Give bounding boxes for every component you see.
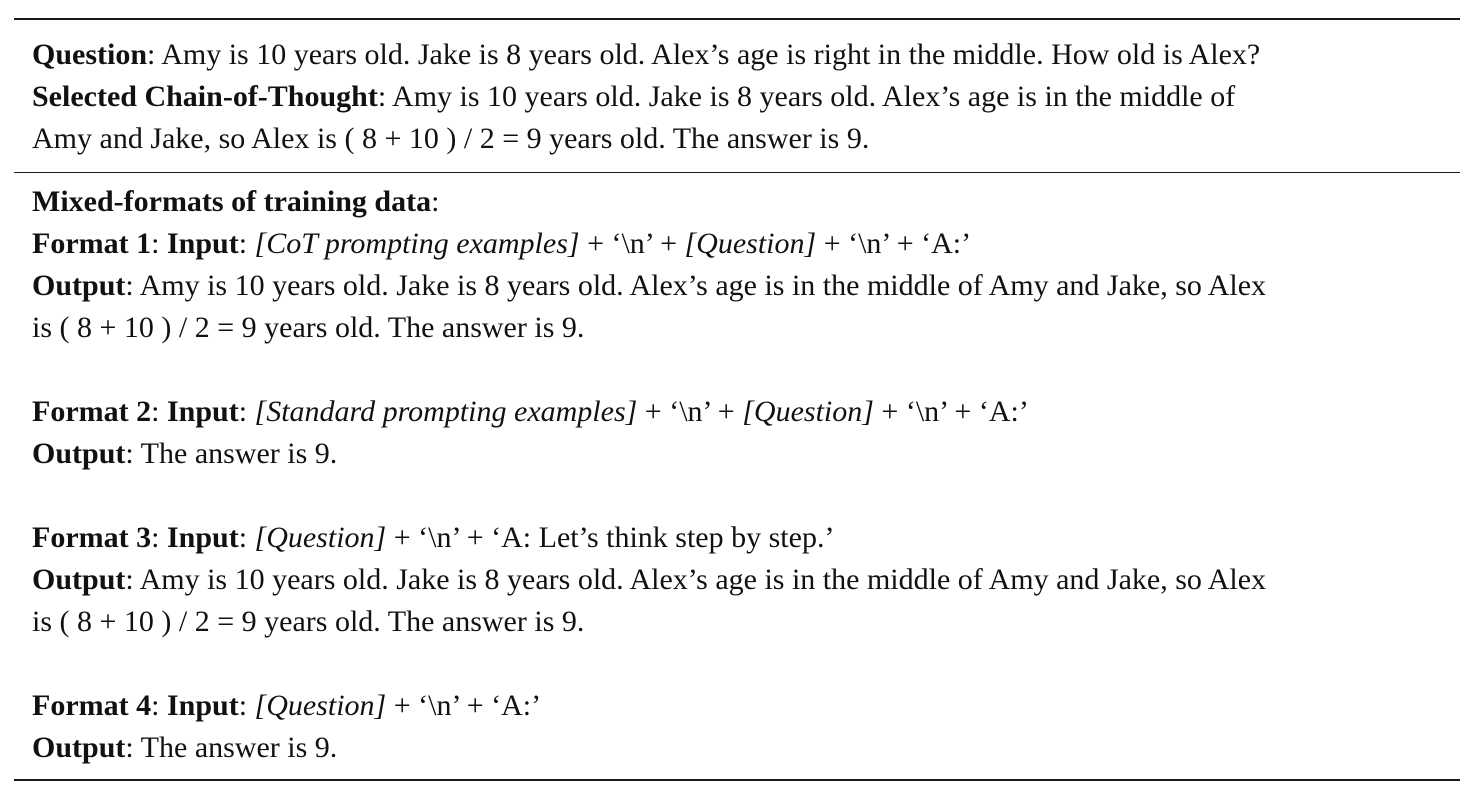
spacer — [32, 643, 1442, 685]
format-3-input-rest: + ‘\n’ + ‘A: Let’s think step by step.’ — [386, 521, 835, 554]
format-4-output-1: Output: The answer is 9. — [32, 731, 338, 764]
format-3-output-2 — [32, 601, 1442, 643]
format-4-label: Format 4 — [32, 689, 152, 722]
formats-section — [14, 173, 1460, 779]
cot-text-2: Amy and Jake, so Alex is ( 8 + 10 ) / 2 = 9 years old. The answer is 9. — [32, 122, 870, 155]
cot-line-1: Selected Chain-of-Thought: Amy is 10 years old. Jake is 8 years old. Alex’s age is in the middle of — [32, 80, 1236, 113]
output-label: Output — [32, 437, 126, 470]
format-1-output-2 — [32, 307, 1442, 349]
bottom-rule — [14, 779, 1460, 781]
format-4-input-italic-1: [Question] — [254, 689, 387, 722]
format-2-output-1: Output: The answer is 9. — [32, 437, 338, 470]
output-label: Output — [32, 563, 126, 596]
format-3-output-text-1: Amy is 10 years old. Jake is 8 years old. Alex’s age is in the middle of Amy and Jake, so Alex — [139, 563, 1267, 596]
format-1-output-text-2: is ( 8 + 10 ) / 2 = 9 years old. The answer is 9. — [32, 311, 585, 344]
cot-label: Selected Chain-of-Thought — [32, 80, 378, 113]
format-4-input: Format 4: Input: [Question] + ‘\n’ + ‘A:’ — [32, 689, 542, 722]
cot-text-1: Amy is 10 years old. Jake is 8 years old. Alex’s age is in the middle of — [392, 80, 1236, 113]
input-label: Input — [166, 395, 239, 428]
format-1-input-italic-2: [Question] — [684, 227, 817, 260]
format-3-output-1: Output: Amy is 10 years old. Jake is 8 years old. Alex’s age is in the middle of Amy and Jake, so Alex — [32, 563, 1267, 596]
format-2-input-italic-1: [Standard prompting examples] — [254, 395, 638, 428]
cot-line-2 — [32, 118, 1442, 160]
format-2-label: Format 2 — [32, 395, 152, 428]
format-4-output-text-1: The answer is 9. — [140, 731, 338, 764]
question-section — [14, 20, 1460, 172]
mixed-header-label: Mixed-formats of training data — [32, 185, 432, 218]
format-2-output-text-1: The answer is 9. — [140, 437, 338, 470]
question-label: Question — [32, 38, 148, 71]
format-3-input-italic-1: [Question] — [254, 521, 387, 554]
input-label: Input — [166, 227, 239, 260]
format-2-input-rest: + ‘\n’ + — [637, 395, 743, 428]
format-1-input-tail: + ‘\n’ + ‘A:’ — [816, 227, 972, 260]
spacer — [32, 349, 1442, 391]
format-3-label: Format 3 — [32, 521, 152, 554]
format-3-output-text-2: is ( 8 + 10 ) / 2 = 9 years old. The answer is 9. — [32, 605, 585, 638]
mixed-header: Mixed-formats of training data: — [32, 185, 440, 218]
format-2-input: Format 2: Input: [Standard prompting examples] + ‘\n’ + [Question] + ‘\n’ + ‘A:’ — [32, 395, 1029, 428]
output-label: Output — [32, 269, 126, 302]
format-1-output-1: Output: Amy is 10 years old. Jake is 8 years old. Alex’s age is in the middle of Amy and Jake, so Alex — [32, 269, 1267, 302]
format-2-input-tail: + ‘\n’ + ‘A:’ — [873, 395, 1029, 428]
format-1-input-italic-1: [CoT prompting examples] — [254, 227, 580, 260]
spacer — [32, 475, 1442, 517]
input-label: Input — [166, 689, 239, 722]
format-4-input-rest: + ‘\n’ + ‘A:’ — [386, 689, 542, 722]
input-label: Input — [166, 521, 239, 554]
question-line: Question: Amy is 10 years old. Jake is 8 years old. Alex’s age is right in the middle. How old is Alex? — [32, 38, 1261, 71]
figure-table — [14, 18, 1460, 781]
format-3-input: Format 3: Input: [Question] + ‘\n’ + ‘A: Let’s think step by step.’ — [32, 521, 835, 554]
format-1-label: Format 1 — [32, 227, 152, 260]
output-label: Output — [32, 731, 126, 764]
format-1-input: Format 1: Input: [CoT prompting examples] + ‘\n’ + [Question] + ‘\n’ + ‘A:’ — [32, 227, 972, 260]
format-1-output-text-1: Amy is 10 years old. Jake is 8 years old. Alex’s age is in the middle of Amy and Jake, so Alex — [139, 269, 1267, 302]
format-2-input-italic-2: [Question] — [742, 395, 874, 428]
format-1-input-rest: + ‘\n’ + — [579, 227, 685, 260]
question-text: Amy is 10 years old. Jake is 8 years old. Alex’s age is right in the middle. How old is Alex? — [161, 38, 1261, 71]
